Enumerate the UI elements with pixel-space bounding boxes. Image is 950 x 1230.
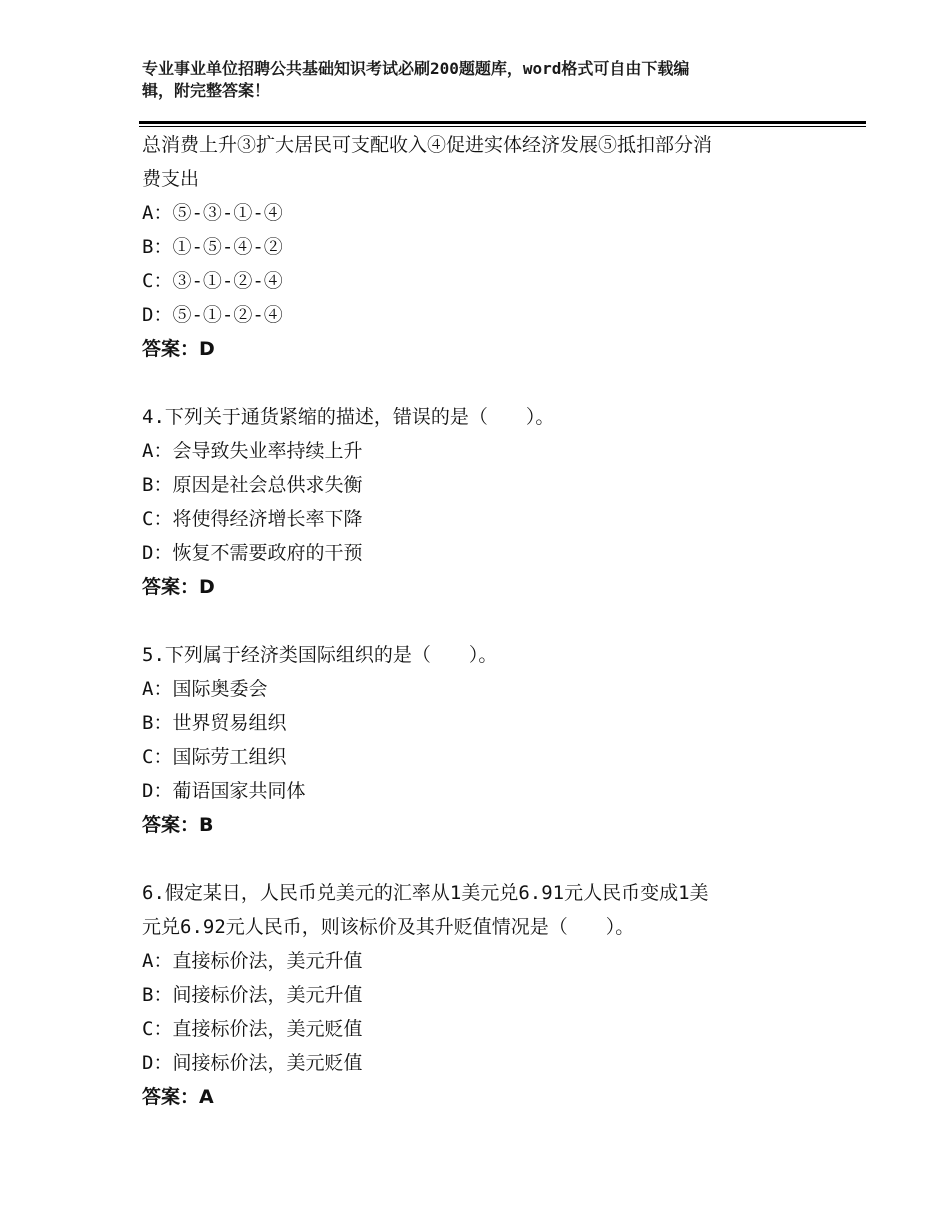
question-text-line: 费支出: [142, 168, 200, 190]
header-divider-thick: [139, 121, 866, 124]
question-text-line: 6.假定某日，人民币兑美元的汇率从1美元兑6.91元人民币变成1美: [142, 882, 709, 904]
question-text-line: 总消费上升③扩大居民可支配收入④促进实体经济发展⑤抵扣部分消: [142, 134, 713, 156]
question-6: [142, 876, 812, 1114]
question-3-tail: [142, 128, 812, 366]
option-d: D：葡语国家共同体: [142, 780, 306, 802]
document-body: [142, 128, 812, 1114]
spacer: [142, 604, 812, 638]
option-c: C：直接标价法，美元贬值: [142, 1018, 363, 1040]
option-d: D：⑤-①-②-④: [142, 304, 283, 326]
header-line-2: 辑，附完整答案！: [142, 81, 271, 100]
question-text: 4.下列关于通货紧缩的描述，错误的是（ ）。: [142, 406, 555, 428]
question-4: [142, 400, 812, 604]
document-header: [142, 58, 802, 102]
option-c: C：将使得经济增长率下降: [142, 508, 363, 530]
option-c: C：③-①-②-④: [142, 270, 283, 292]
option-b: B：间接标价法，美元升值: [142, 984, 363, 1006]
answer-label: 答案：B: [142, 814, 214, 836]
option-d: D：间接标价法，美元贬值: [142, 1052, 363, 1074]
question-5: [142, 638, 812, 842]
option-d: D：恢复不需要政府的干预: [142, 542, 363, 564]
option-c: C：国际劳工组织: [142, 746, 287, 768]
answer-label: 答案：D: [142, 338, 215, 360]
spacer: [142, 366, 812, 400]
option-a: A：⑤-③-①-④: [142, 202, 283, 224]
answer-label: 答案：A: [142, 1086, 214, 1108]
answer-label: 答案：D: [142, 576, 215, 598]
header-line-1: 专业事业单位招聘公共基础知识考试必刷200题题库，word格式可自由下载编: [142, 59, 690, 78]
option-a: A：直接标价法，美元升值: [142, 950, 363, 972]
spacer: [142, 842, 812, 876]
question-text: 5.下列属于经济类国际组织的是（ ）。: [142, 644, 498, 666]
header-divider-thin: [139, 126, 866, 127]
question-text-line: 元兑6.92元人民币，则该标价及其升贬值情况是（ ）。: [142, 916, 635, 938]
option-b: B：原因是社会总供求失衡: [142, 474, 363, 496]
option-b: B：世界贸易组织: [142, 712, 287, 734]
option-a: A：国际奥委会: [142, 678, 268, 700]
option-b: B：①-⑤-④-②: [142, 236, 283, 258]
option-a: A：会导致失业率持续上升: [142, 440, 363, 462]
